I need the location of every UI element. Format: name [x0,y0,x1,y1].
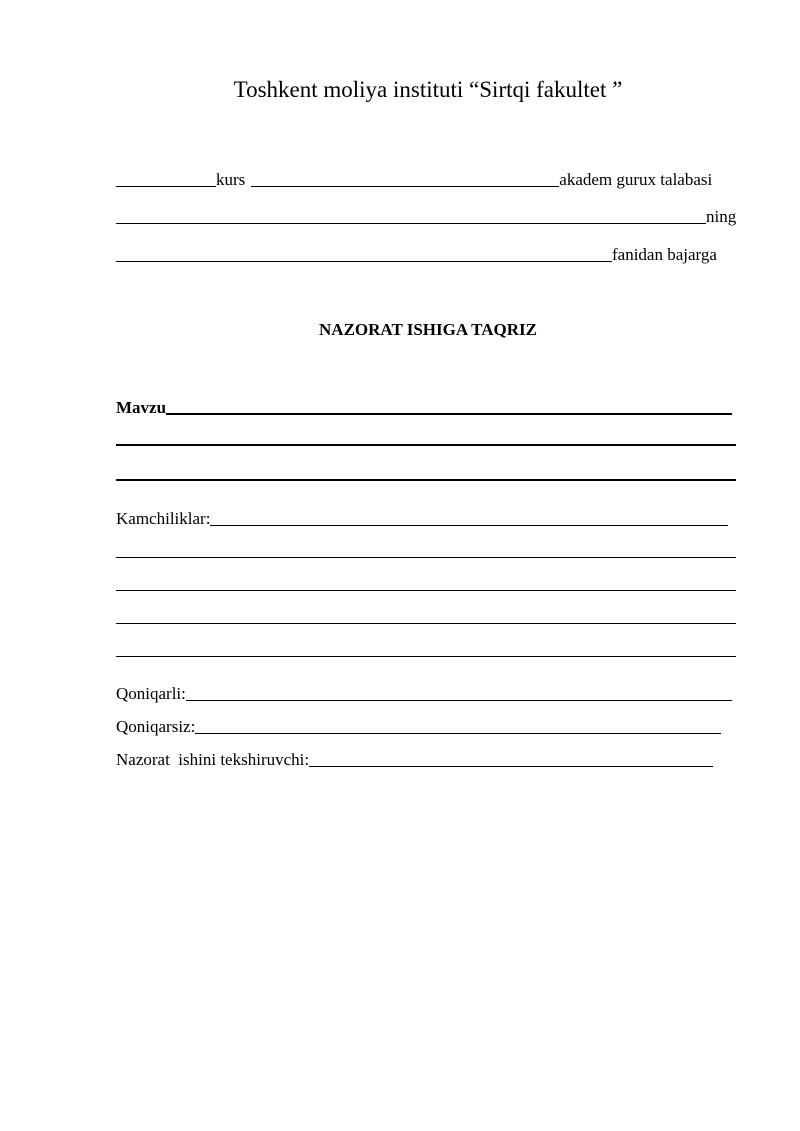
topic-line-3[interactable] [116,479,736,481]
course-blank[interactable] [116,186,216,187]
shortcomings-line-5[interactable] [116,656,736,657]
satisfactory-label: Qoniqarli: [116,684,186,703]
subject-blank[interactable] [116,261,612,262]
shortcomings-line-3[interactable] [116,590,736,591]
shortcomings-line-2[interactable] [116,557,736,558]
shortcomings-line-4[interactable] [116,623,736,624]
group-blank[interactable] [251,186,559,187]
group-label: akadem gurux talabasi [559,170,713,189]
satisfactory-row [116,684,732,704]
kurs-label: kurs [216,170,246,189]
review-heading: NAZORAT ISHIGA TAQRIZ [319,320,537,339]
topic-row [116,398,732,418]
course-group-row [116,170,712,190]
student-name-row [116,207,736,227]
institute-title: Toshkent moliya instituti “Sirtqi fakultet ” [233,77,623,102]
topic-line-2[interactable] [116,444,736,446]
unsatisfactory-row [116,717,721,737]
checker-row [116,750,713,770]
shortcomings-row [116,509,728,529]
unsatisfactory-label: Qoniqarsiz: [116,717,196,736]
checker-label: Nazorat ishini tekshiruvchi: [116,750,310,769]
ning-label: ning [706,207,737,226]
subject-label: fanidan bajarga [612,245,717,264]
student-name-blank[interactable] [116,223,706,224]
shortcomings-label: Kamchiliklar: [116,509,211,528]
satisfactory-blank[interactable] [186,700,732,701]
topic-label: Mavzu [116,398,167,417]
checker-blank[interactable] [309,766,713,767]
subject-row [116,245,717,265]
shortcomings-blank[interactable] [210,525,728,526]
unsatisfactory-blank[interactable] [195,733,721,734]
topic-blank[interactable] [166,413,732,415]
